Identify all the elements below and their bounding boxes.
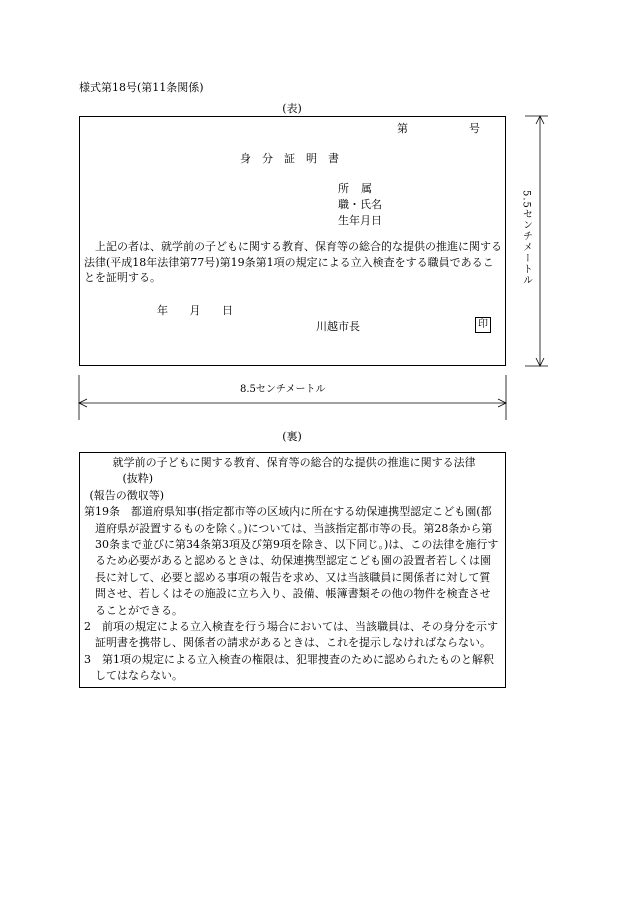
- issue-date: 年 月 日: [157, 304, 233, 317]
- width-dimension-label: 8.5センチメートル: [240, 384, 326, 395]
- form-label: 様式第18号(第11条関係): [79, 81, 204, 94]
- field-title-name: 職・氏名: [338, 198, 382, 211]
- paragraph-2: 2 前項の規定による立入検査を行う場合においては、当該職員は、その身分を示す証明書を携帯し、関係者の請求があるときは、これを提示しなければならない。: [84, 620, 498, 650]
- field-birthdate: 生年月日: [338, 214, 382, 227]
- card-title: 身分証明書: [240, 152, 350, 165]
- certification-text: 上記の者は、就学前の子どもに関する教育、保育等の総合的な提供の推進に関する法律(平成18年法律第77号)第19条第1項の規定による立入検査をする職員であることを証明する。: [84, 240, 502, 284]
- id-card-back: [79, 452, 506, 688]
- field-affiliation: 所属: [338, 182, 384, 195]
- paragraph-3: 3 第1項の規定による立入検査の権限は、犯罪捜査のために認められたものと解釈してはならない。: [84, 652, 494, 683]
- issuer-name: 川越市長: [316, 320, 360, 333]
- seal-box: 印: [475, 317, 491, 333]
- law-subtitle: (抜粋): [122, 472, 154, 486]
- back-side-label: (裏): [282, 430, 302, 443]
- height-dimension-label: 5.5センチメートル: [520, 190, 532, 286]
- front-side-label: (表): [282, 102, 302, 115]
- section-heading: (報告の徴収等): [89, 488, 165, 502]
- law-title: 就学前の子どもに関する教育、保育等の総合的な提供の推進に関する法律: [112, 456, 476, 469]
- number-label: 第: [397, 122, 408, 135]
- number-suffix: 号: [469, 122, 480, 135]
- article-19: 第19条 都道府県知事(指定都市等の区域内に所在する幼保連携型認定こども園(都道府県が設置するものを除く。)については、当該指定都市等の長。第28条から第30条まで並びに第34条第3項及び第9項を除き、以下同じ。)は、この法律を施行するため必要があると認めるときは、幼保連携型認定こども園の設置者若しくは園長に対して、必要と認める事項の報告を求め、又は当該職員に関係者に対して質問させ、若しくはその施設に立ち入り、設備、帳簿書類その他の物件を検査させることができる。: [84, 505, 499, 617]
